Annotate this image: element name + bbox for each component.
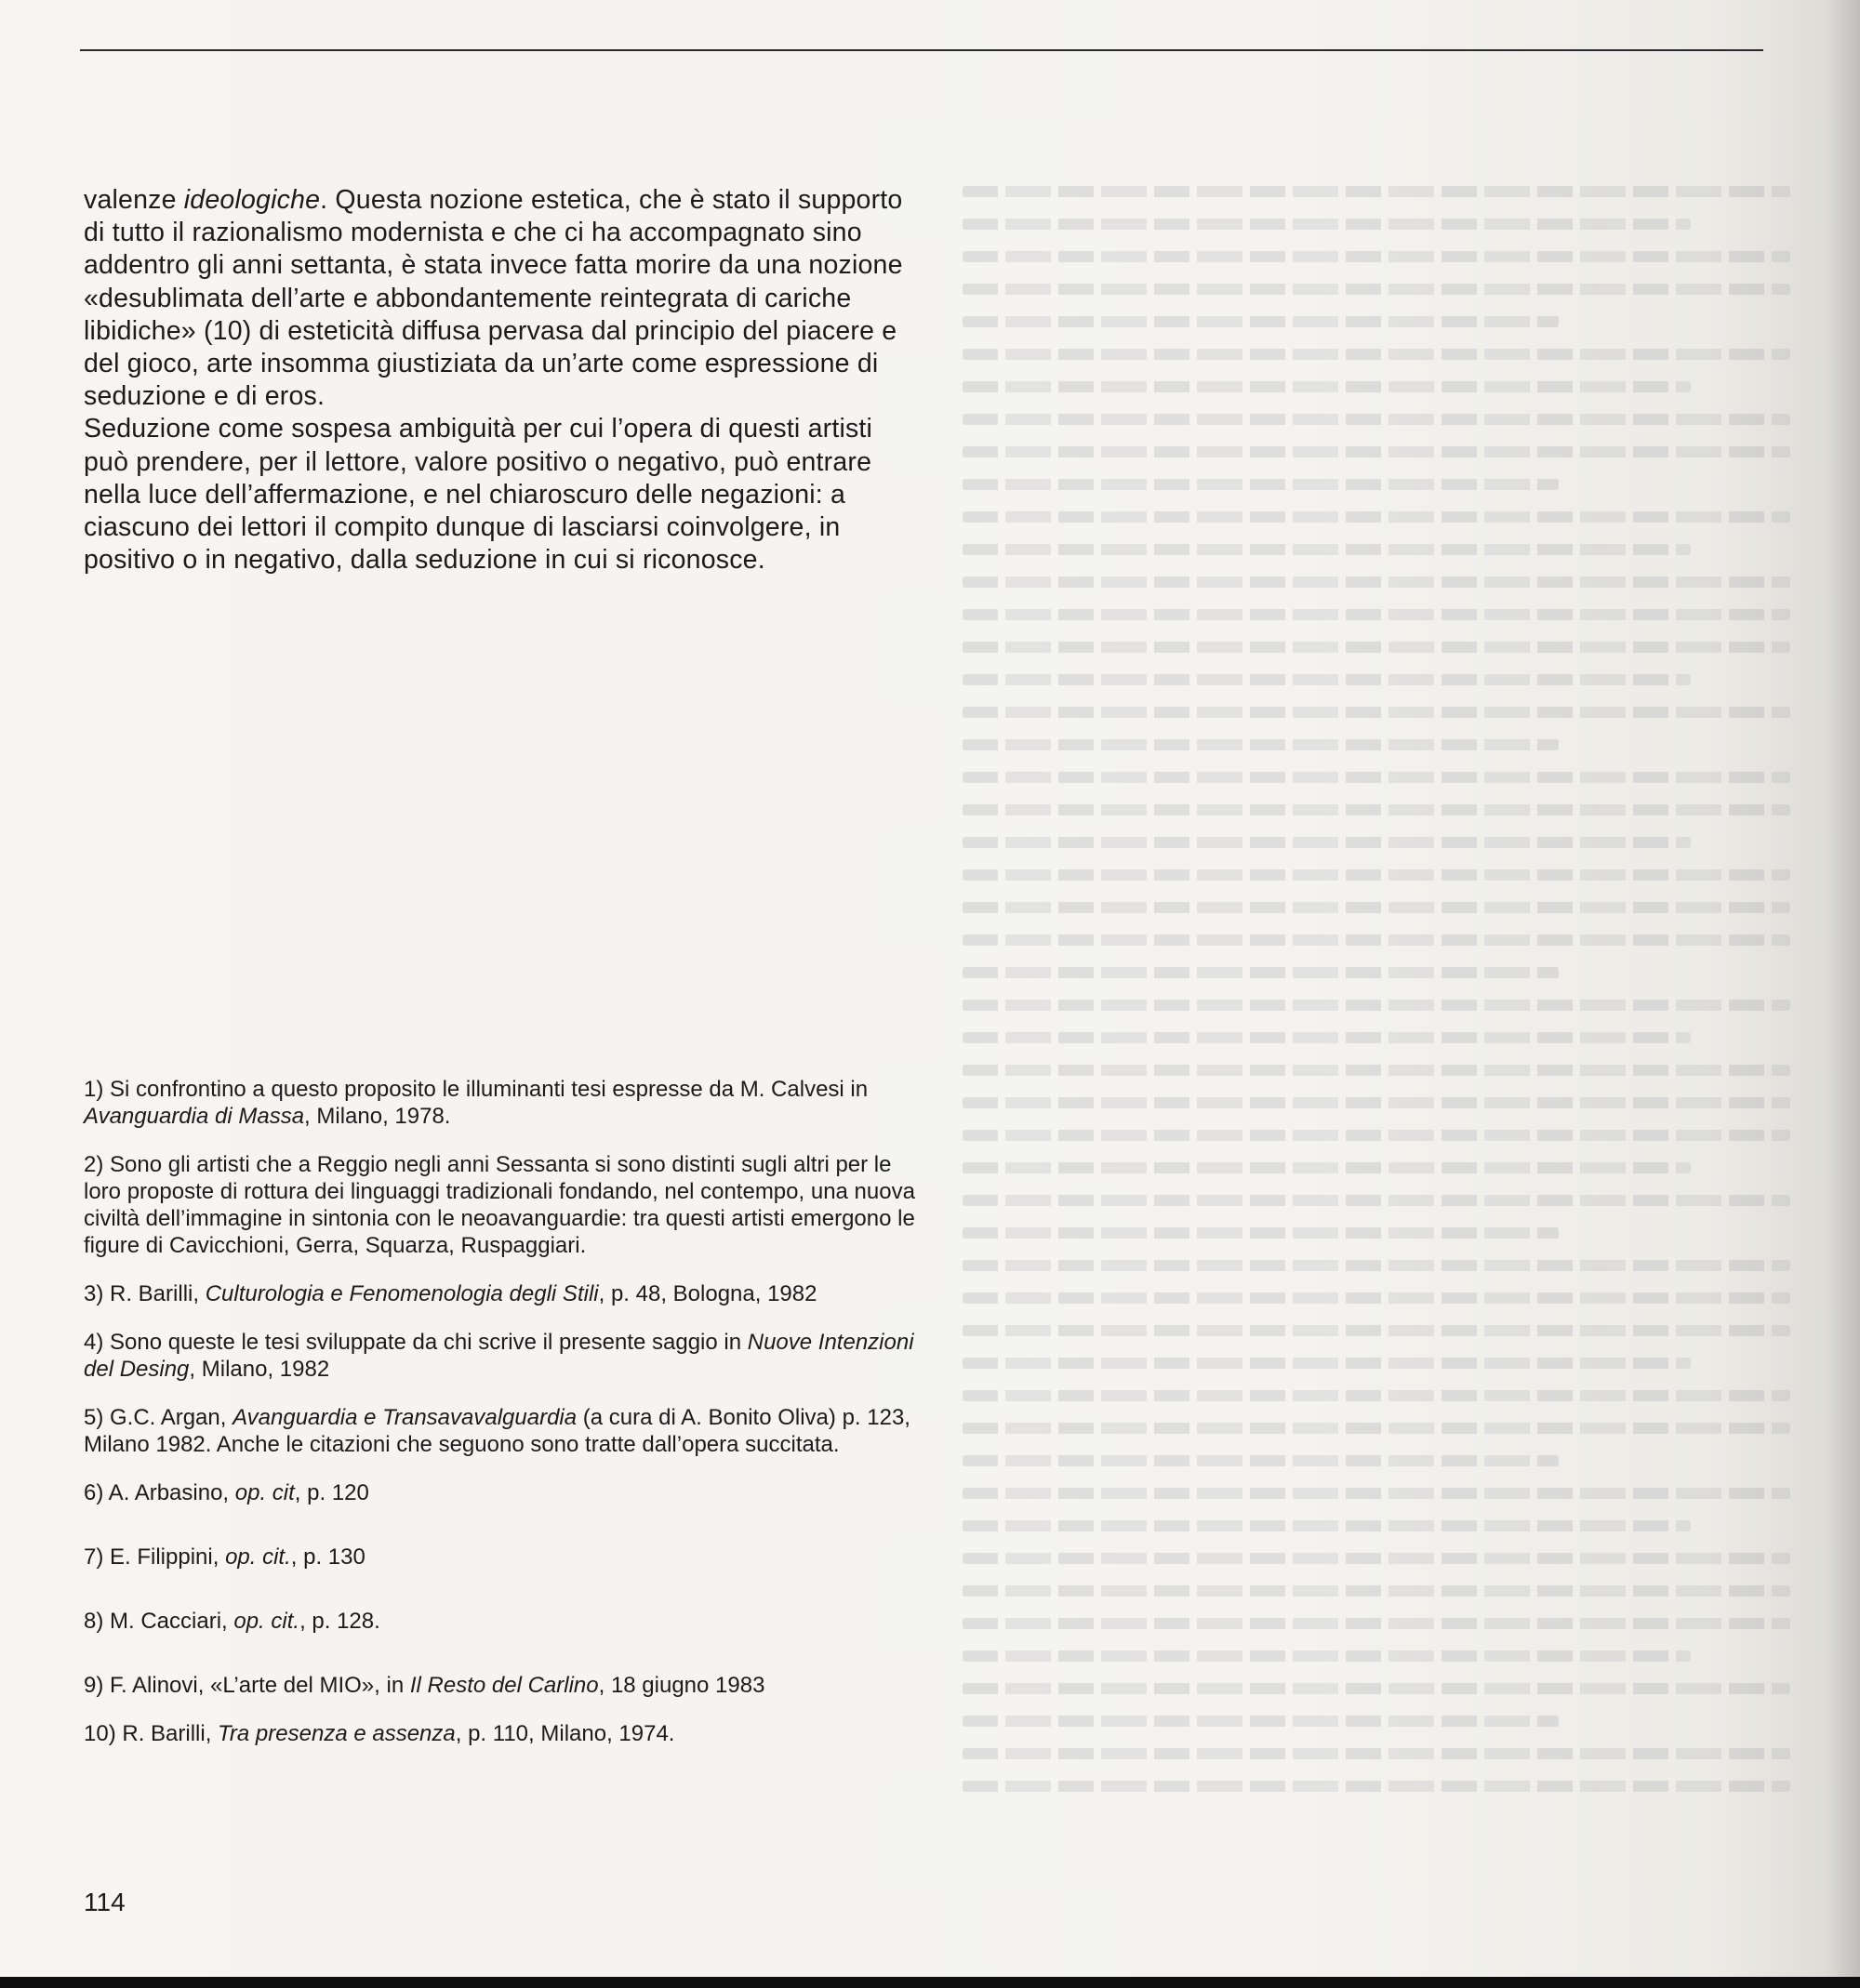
footnote: [84, 1608, 921, 1635]
footnote-text: 10) R. Barilli,: [84, 1721, 219, 1746]
footnote: [84, 1329, 921, 1383]
footnote-text: , p. 130: [290, 1544, 365, 1570]
footnote-title: op. cit.: [233, 1609, 300, 1634]
paragraph-text: valenze: [84, 185, 184, 215]
footnote-title: Culturologia e Fenomenologia degli Stili: [205, 1281, 599, 1306]
main-text: [84, 184, 921, 577]
footnote: [84, 1544, 921, 1571]
footnote: [84, 1720, 921, 1747]
footnotes: [84, 1076, 921, 1769]
bleed-through-text: [963, 186, 1790, 1822]
footnote-text: 4) Sono queste le tesi sviluppate da chi scrive il presente saggio in: [84, 1330, 748, 1355]
footnote: [84, 1076, 921, 1130]
footnote-text: 5) G.C. Argan,: [84, 1405, 233, 1430]
paragraph-text: . Questa nozione estetica, che è stato il supporto di tutto il razionalismo modernista e che ci ha accompagnato sino addentro gli anni settanta, è stata invece fatta morire da una nozione «desublimata dell’arte e abbondantemente reintegrata di cariche libidiche» (10) di esteticità diffusa pervasa dal principio del piacere e del gioco, arte insomma giustiziata da un’arte come espressione di seduzione e di eros.: [84, 185, 903, 412]
footnote-text: , p. 48, Bologna, 1982: [598, 1281, 817, 1306]
footnote-text: 8) M. Cacciari,: [84, 1609, 234, 1634]
footnote-text: 2) Sono gli artisti che a Reggio negli anni Sessanta si sono distinti sugli altri per le loro proposte di rottura dei linguaggi tradizionali fondando, nel contempo, una nuova civiltà dell’immagine in sintonia con le neoavanguardie: tra questi artisti emergono le figure di Cavicchioni, Gerra, Squarza, Ruspaggiari.: [84, 1152, 915, 1258]
footnote: [84, 1672, 921, 1699]
paragraph: [84, 184, 921, 413]
scan-bottom-border: [0, 1977, 1860, 1988]
header-rule: [80, 49, 1763, 51]
footnote: [84, 1404, 921, 1458]
footnote: [84, 1151, 921, 1259]
footnote-title: Nuove Intenzioni del Desing: [84, 1330, 914, 1382]
footnote-title: Avanguardia e Transavavalguardia: [232, 1405, 578, 1430]
footnote-text: (a cura di A. Bonito Oliva) p. 123, Milano 1982. Anche le citazioni che seguono sono tratte dall’opera succitata.: [84, 1405, 910, 1457]
page-edge-shadow: [1825, 0, 1860, 1988]
footnote: [84, 1280, 921, 1307]
footnote-text: 3) R. Barilli,: [84, 1281, 206, 1306]
footnote: [84, 1479, 921, 1506]
footnote-title: op. cit.: [225, 1544, 291, 1570]
footnote-text: 9) F. Alinovi, «L’arte del MIO», in: [84, 1673, 410, 1698]
footnote-title: Avanguardia di Massa: [84, 1104, 305, 1129]
footnote-text: , p. 128.: [299, 1609, 380, 1634]
footnote-title: Tra presenza e assenza: [218, 1721, 456, 1746]
footnote-title: op. cit: [234, 1480, 295, 1505]
paragraph: Seduzione come sospesa ambiguità per cui l’opera di questi artisti può prendere, per il lettore, valore positivo o negativo, può entrare nella luce dell’affermazione, e nel chiaroscuro delle negazioni: a ciascuno dei lettori il compito dunque di lasciarsi coinvolgere, in positivo o in negativo, dalla seduzione in cui si riconosce.: [84, 414, 873, 576]
footnote-text: , p. 120: [294, 1480, 369, 1505]
footnote-text: , Milano, 1982: [189, 1357, 330, 1382]
footnote-text: , 18 giugno 1983: [598, 1673, 765, 1698]
footnote-text: 1) Si confrontino a questo proposito le illuminanti tesi espresse da M. Calvesi in: [84, 1077, 869, 1102]
footnote-text: 6) A. Arbasino,: [84, 1480, 235, 1505]
page-number: 114: [84, 1888, 126, 1916]
footnote-title: Il Resto del Carlino: [409, 1673, 599, 1698]
footnote-text: 7) E. Filippini,: [84, 1544, 226, 1570]
footnote-text: , p. 110, Milano, 1974.: [455, 1721, 675, 1746]
emphasized-term: ideologiche: [183, 185, 321, 215]
footnote-text: , Milano, 1978.: [304, 1104, 451, 1129]
